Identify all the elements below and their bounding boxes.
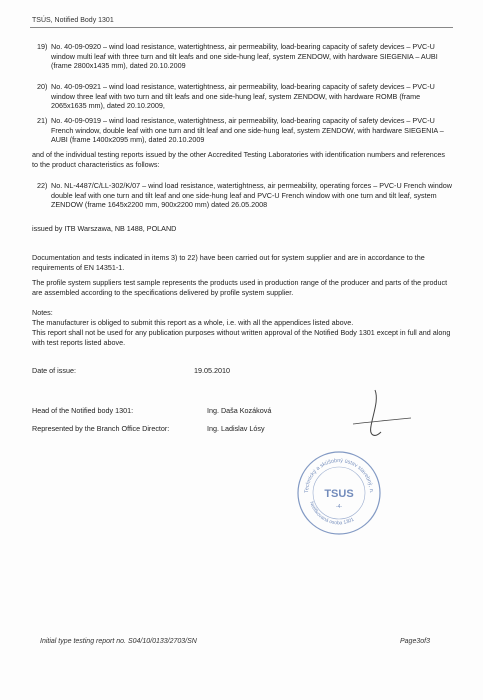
notes-line-2: This report shall not be used for any publication purposes without written approval of the Notified Body 1301 except in full and along with test reports listed above. <box>32 328 451 347</box>
head-label: Head of the Notified body 1301: <box>32 406 134 415</box>
item-text: No. 40-09-0919 – wind load resistance, watertightness, air permeability, load-bearing capacity of safety devices – PVC-U French window, double leaf with one turn and tilt leaf and one side-hung leaf, system ZENDOW, with hardware SIEGENIA – AUBI (frame 1400x2095 mm), dated 20.10.2009 <box>51 116 444 145</box>
list-item <box>37 42 453 71</box>
list-item <box>37 116 453 145</box>
official-stamp <box>296 450 382 536</box>
header-title: TSÚS, Notified Body 1301 <box>32 17 114 24</box>
stamp-bottom-text: Notifikovaná osoba 1301 <box>308 500 356 527</box>
documentation-paragraph: Documentation and tests indicated in items 3) to 22) have been carried out for system supplier and are in accordance to the requirements of EN 14351-1. <box>32 253 425 272</box>
stamp-number: -4- <box>335 504 343 510</box>
date-label: Date of issue: <box>32 366 76 375</box>
list-item <box>37 82 453 111</box>
representative-row <box>32 424 265 434</box>
notes-line-1: The manufacturer is obliged to submit this report as a whole, i.e. with all the appendices listed above. <box>32 318 354 327</box>
item-text: No. NL-4487/C/LL-302/K/07 – wind load resistance, watertightness, air permeability, operating forces – PVC-U French window double leaf with one turn and tilt leaf and one side-hung leaf and PVC-U French window with one turn and tilt leaf, system ZENDOW (frame 1645x2200 mm, 900x2200 mm) dated 26.05.2008 <box>51 181 452 210</box>
item-text: No. 40-09-0920 – wind load resistance, watertightness, air permeability, load-bearing capacity of safety devices – PVC-U window multi leaf with three turn and tilt leafs and one side-hung leaf, system ZENDOW, with hardware SIEGENIA – AUBI (frame 2800x1435 mm), dated 20.10.2009 <box>51 42 438 71</box>
head-row <box>32 406 272 416</box>
header-divider <box>30 27 453 28</box>
item-text: No. 40-09-0921 – wind load resistance, watertightness, air permeability, load-bearing capacity of safety devices – PVC-U window three leaf with two turn and tilt leafs and one side-hung leaf, system ZENDOW, with hardware ROMB (frame 2065x1635 mm), dated 20.10.2009, <box>51 82 435 111</box>
item-number: 21) <box>37 116 48 125</box>
other-labs-intro: and of the individual testing reports issued by the other Accredited Testing Laboratories with identification numbers and references to the product characteristics as follows: <box>32 150 445 169</box>
notes-label: Notes: <box>32 308 53 317</box>
list-item <box>37 181 453 210</box>
signature-mark <box>345 386 415 446</box>
representative-label: Represented by the Branch Office Director: <box>32 424 170 433</box>
footer-report-number: Initial type testing report no. S04/10/0133/2703/SN <box>40 638 197 645</box>
date-value: 19.05.2010 <box>194 366 230 375</box>
footer-page-number: Page3of3 <box>400 638 430 645</box>
svg-text:Notifikovaná osoba 1301 <box>308 501 355 527</box>
item-number: 19) <box>37 42 48 51</box>
date-of-issue-row <box>32 366 230 376</box>
head-name: Ing. Daša Kozáková <box>207 406 272 415</box>
profile-system-paragraph: The profile system suppliers test sample represents the products used in production range of the producer and parts of the product are assembled according to the specifications delivered by profile system supplier. <box>32 278 448 297</box>
stamp-ring-text: Technický a skúšobný ústav stavebný, n. <box>303 457 375 494</box>
item-number: 20) <box>37 82 48 91</box>
issued-by: issued by ITB Warszawa, NB 1488, POLAND <box>32 224 177 233</box>
item-number: 22) <box>37 181 48 190</box>
stamp-logo: TSUS <box>324 488 354 500</box>
svg-text:Technický a skúšobný ústav sta <box>296 450 374 493</box>
representative-name: Ing. Ladislav Lósy <box>207 424 265 433</box>
